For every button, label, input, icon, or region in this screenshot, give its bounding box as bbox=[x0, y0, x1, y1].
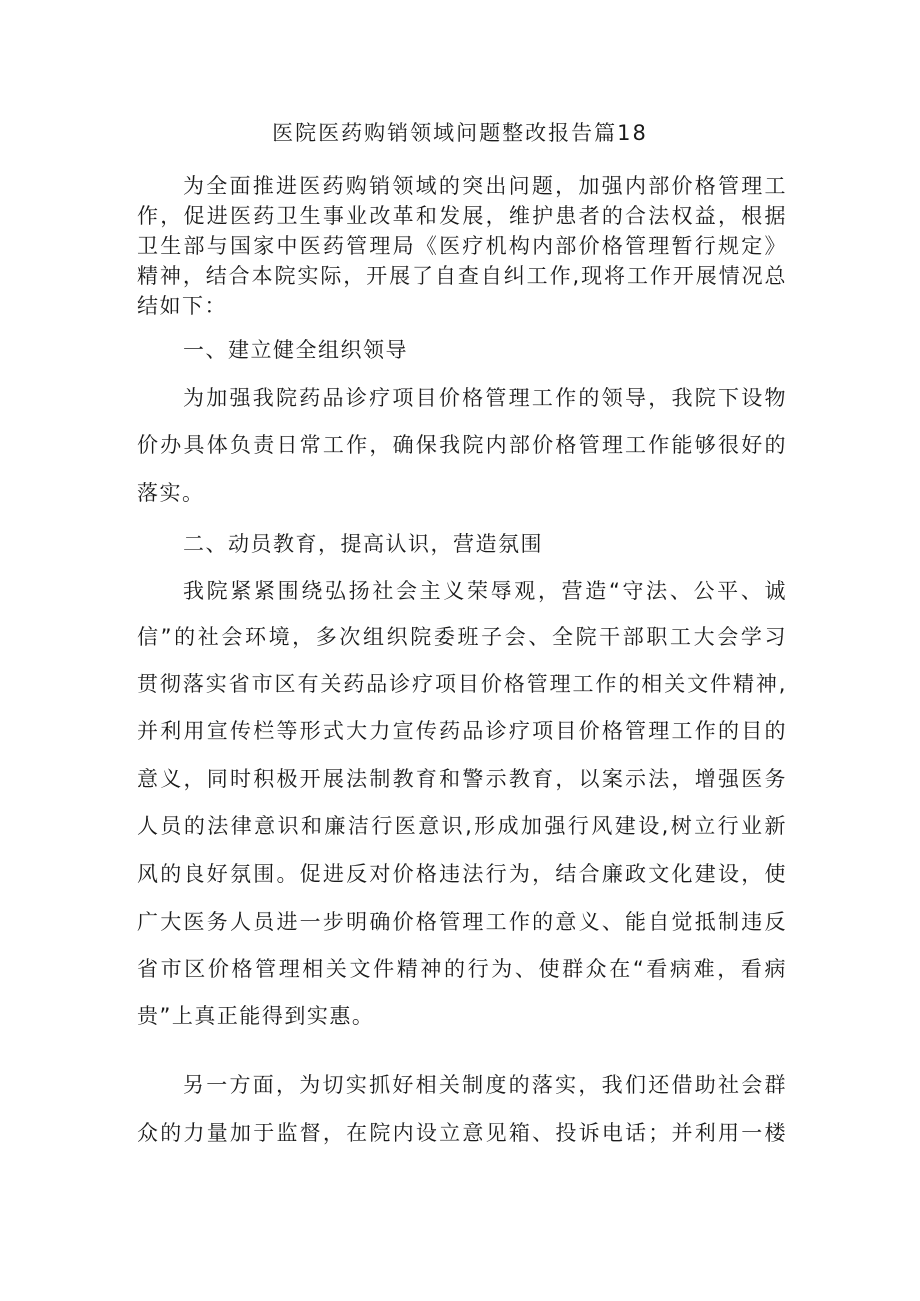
paragraph-line: 为全面推进医药购销领域的突出问题，加强内部价格管理工 bbox=[183, 174, 787, 198]
paragraph-line: 贵”上真正能得到实惠。 bbox=[137, 1004, 375, 1028]
paragraph-line: 意义，同时积极开展法制教育和警示教育，以案示法，增强医务 bbox=[137, 767, 787, 791]
document-title: 医院医药购销领域问题整改报告篇18 bbox=[272, 121, 648, 145]
paragraph-line: 省市区价格管理相关文件精神的行为、使群众在“看病难，看病 bbox=[137, 957, 787, 981]
paragraph-line: 风的良好氛围。促进反对价格违法行为，结合廉政文化建设，使 bbox=[137, 862, 787, 886]
paragraph-line: 作，促进医药卫生事业改革和发展，维护患者的合法权益，根据 bbox=[137, 204, 787, 228]
section-heading: 二、动员教育，提高认识，营造氛围 bbox=[183, 532, 543, 556]
paragraph-line: 贯彻落实省市区有关药品诊疗项目价格管理工作的相关文件精神, bbox=[137, 672, 787, 696]
paragraph-line: 我院紧紧围绕弘扬社会主义荣辱观，营造“守法、公平、诚 bbox=[183, 579, 787, 603]
section-heading: 一、建立健全组织领导 bbox=[183, 338, 408, 362]
paragraph-line: 广大医务人员进一步明确价格管理工作的意义、能自觉抵制违反 bbox=[137, 910, 787, 934]
paragraph-line: 并利用宣传栏等形式大力宣传药品诊疗项目价格管理工作的目的 bbox=[137, 719, 787, 743]
paragraph-line: 价办具体负责日常工作，确保我院内部价格管理工作能够很好的 bbox=[137, 433, 787, 457]
paragraph-line: 落实。 bbox=[137, 481, 205, 505]
paragraph-line: 人员的法律意识和廉洁行医意识,形成加强行风建设,树立行业新 bbox=[137, 814, 787, 838]
paragraph-line: 为加强我院药品诊疗项目价格管理工作的领导，我院下设物 bbox=[183, 386, 787, 410]
paragraph-line: 众的力量加于监督，在院内设立意见箱、投诉电话；并利用一楼 bbox=[137, 1121, 787, 1145]
paragraph-line: 精神，结合本院实际，开展了自查自纠工作,现将工作开展情况总 bbox=[137, 264, 787, 288]
paragraph-line: 结如下： bbox=[137, 294, 227, 318]
paragraph-line: 信”的社会环境，多次组织院委班子会、全院干部职工大会学习 bbox=[137, 625, 787, 649]
paragraph-line: 另一方面，为切实抓好相关制度的落实，我们还借助社会群 bbox=[183, 1073, 787, 1097]
paragraph-line: 卫生部与国家中医药管理局《医疗机构内部价格管理暂行规定》 bbox=[137, 234, 787, 258]
